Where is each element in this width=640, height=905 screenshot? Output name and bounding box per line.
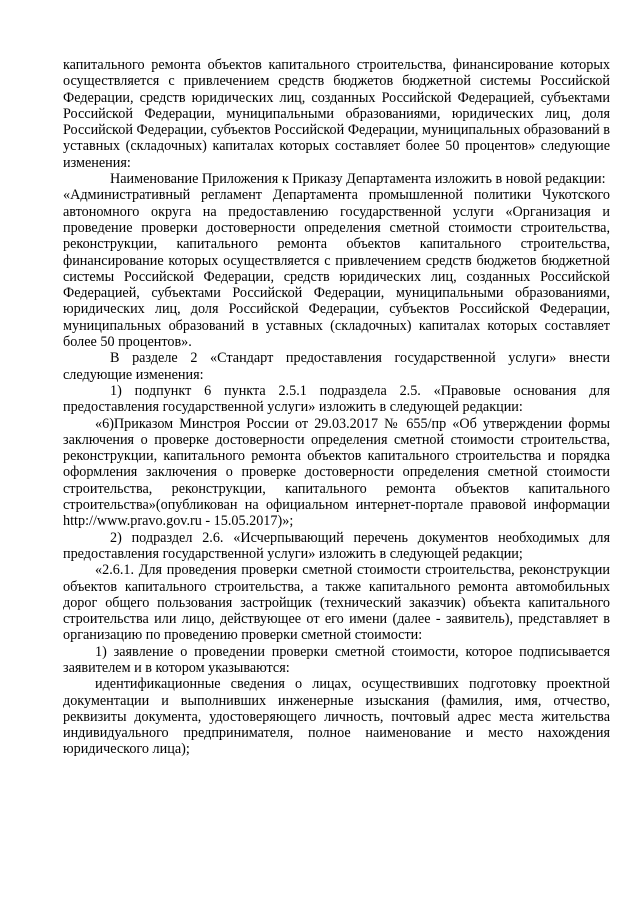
paragraph-regulation-title: «Административный регламент Департамента промышленной политики Чукотского автономного округа на предоставлению государственной услуги «Организация и проведение проверки достоверности определения сметной стоимости строительства, реконструкции, капитального ремонта объектов капитального строительства, финансирование которых осуществляется с привлечением средств бюджетов бюджетной системы Российской Федерации, средств юридических лиц, созданных Российской Федерацией, субъектами Российской Федерации, муниципальными образованиями, юридических лиц, доля Российской Федерации, субъектов Российской Федерации, муниципальных образований в уставных (складочных) капиталах которых составляет более 50 процентов».: [63, 187, 610, 351]
paragraph-continuation: капитального ремонта объектов капитального строительства, финансирование которых осуществляется с привлечением средств бюджетов бюджетной системы Российской Федерации, средств юридических лиц, созданных Российской Федерацией, субъектами Российской Федерации, муниципальными образованиями, юридических лиц, доля Российской Федерации, субъектов Российской Федерации, муниципальных образований в уставных (складочных) капиталах которых составляет более 50 процентов» следующие изменения:: [63, 57, 610, 171]
document-page: [63, 57, 610, 758]
paragraph-application: 1) заявление о проведении проверки сметной стоимости, которое подписывается заявителем и в котором указываются:: [63, 643, 610, 676]
paragraph-item-2: 2) подраздел 2.6. «Исчерпывающий перечень документов необходимых для предоставления государственной услуги» изложить в следующей редакции;: [63, 529, 610, 562]
paragraph-appendix-title-change: Наименование Приложения к Приказу Департамента изложить в новой редакции:: [110, 171, 606, 188]
paragraph-identification-info: идентификационные сведения о лицах, осуществивших подготовку проектной документации и выполнивших инженерные изыскания (фамилия, имя, отчество, реквизиты документа, удостоверяющего личность, почтовый адрес места жительства индивидуального предпринимателя, полное наименование и место нахождения юридического лица);: [63, 676, 610, 758]
paragraph-item-6-quote: «6)Приказом Минстроя России от 29.03.2017 № 655/пр «Об утверждении формы заключения о проверке достоверности определения сметной стоимости строительства, реконструкции, капитального ремонта объектов капитального строительства и порядка оформления заключения о проверке достоверности определения сметной стоимости строительства, реконструкции, капитального ремонта объектов капитального строительства»(опубликован на официальном интернет-портале правовой информации http://www.pravo.gov.ru - 15.05.2017)»;: [63, 415, 610, 530]
paragraph-2-6-1: «2.6.1. Для проведения проверки сметной стоимости строительства, реконструкции объектов капитального строительства, а также капитального ремонта автомобильных дорог общего пользования застройщик (технический заказчик) объекта капитального строительства или лицо, действующее от его имени (далее - заявитель), представляет в организацию по проведению проверки сметной стоимости:: [63, 562, 610, 644]
paragraph-section-2-changes: В разделе 2 «Стандарт предоставления государственной услуги» внести следующие изменения:: [63, 350, 610, 383]
paragraph-item-1: 1) подпункт 6 пункта 2.5.1 подраздела 2.5. «Правовые основания для предоставления государственной услуги» изложить в следующей редакции:: [63, 382, 610, 416]
